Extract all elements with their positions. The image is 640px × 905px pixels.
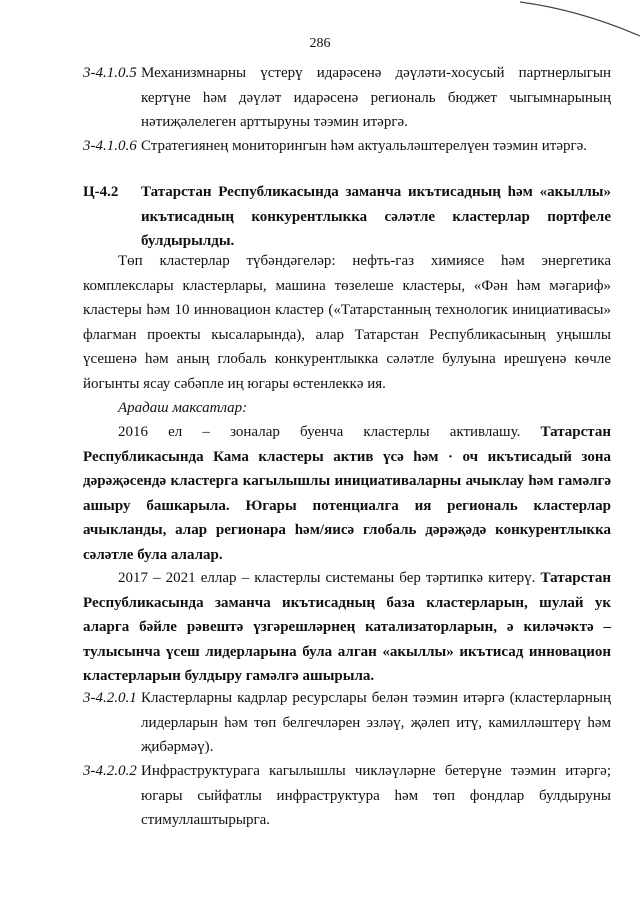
item-number: 3-4.1.0.5	[83, 65, 137, 81]
paragraph-bold: Татарстан Республикасында Кама кластеры актив үсә һәм · оч икътисадый зона дәрәҗәсендә кластерга кагылышлы инициативаларны ачыклау һәм гамәлгә ашыру башкарыла. Югары потенциалга ия региональ кластерлар ачыкланды, алар регионара һәм/яисә глобаль дәрәҗәдә конкурентлыкка сәләтле була алалар.	[83, 424, 611, 563]
paragraph: Төп кластерлар түбәндәгеләр: нефть-газ химиясе һәм энергетика комплекслары кластерлары, машина төзелеше кластеры, «Фән һәм мәгариф» кластеры һәм 10 инновацион кластер («Татарстанның технологик инициативасы» флагман проекты кысаларында), алар Татарстан Республикасының уңышлы үсешенә һәм аның глобаль конкурентлыкка сәләтле булуына ирешүенә көчле йогынты ясау сәбәпле иң югары өстенлеккә ия.	[83, 253, 611, 392]
list-item	[83, 134, 611, 159]
item-number: 3-4.2.0.1	[83, 690, 137, 706]
paragraph	[83, 420, 611, 567]
item-text: Стратегиянең мониторингын һәм актуальләштерелүен тәэмин итәргә.	[141, 138, 588, 154]
paragraph	[83, 566, 611, 689]
item-text: Инфраструктурага кагылышлы чикләүләрне бетерүне тәэмин итәргә; югары сыйфатлы инфраструктура һәм төп фондлар булдыруны стимуллаштырырга.	[141, 763, 611, 828]
paragraph-bold: Татарстан Республикасында заманча икътисадның база кластерларын, шулай ук аларга бәйле рәвештә үзгәрешләрнең катализаторларын, ә киләчәктә – тулысынча үсеш лидерларына була алган «акыллы» икътисад инновацион кластерларын булдыру гамәлгә ашырыла.	[83, 570, 611, 684]
item-text: Механизмнарны үстерү идарәсенә дәүләти-хосусый партнерлыгын кертүне һәм дәүләт идарәсенә региональ бюджет чыгымнарының нәтиҗәлелеген арттыруны тәэмин итәргә.	[141, 65, 611, 130]
item-number: 3-4.1.0.6	[83, 138, 137, 154]
heading-number: Ц-4.2	[83, 184, 119, 200]
paragraph-lead: 2017 – 2021 еллар – кластерлы системаны бер тәртипкә китерү.	[118, 570, 541, 586]
item-text: Кластерларны кадрлар ресурслары белән тәэмин итәргә (кластерларның лидерларын һәм төп белгечләрен эзләү, җәлеп итү, камилләштерү һәм җибәрмәү).	[141, 690, 611, 755]
heading-text: Татарстан Республикасында заманча икътисадның һәм «акыллы» икътисадның конкурентлыкка сәләтле кластерлар портфеле булдырылды.	[141, 184, 611, 249]
list-item	[83, 61, 611, 135]
list-item	[83, 686, 611, 760]
list-item	[83, 759, 611, 833]
item-number: 3-4.2.0.2	[83, 763, 137, 779]
corner-scan-mark	[520, 0, 640, 40]
page-number: 286	[309, 36, 331, 51]
section-heading	[83, 180, 611, 254]
paragraph-lead: 2016 ел – зоналар буенча кластерлы активлашу.	[118, 424, 541, 440]
subtitle: Арадаш максатлар:	[118, 400, 248, 416]
